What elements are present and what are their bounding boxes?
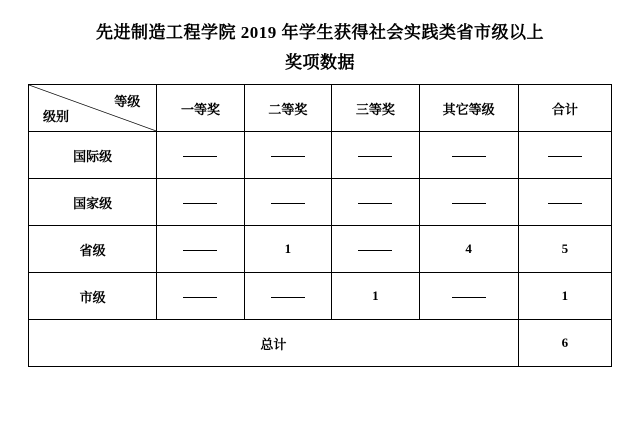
corner-top-label: 等级	[114, 94, 141, 109]
cell-international-other	[419, 132, 518, 179]
footer-label-grand-total: 总计	[29, 320, 519, 367]
em-dash-mark	[452, 156, 486, 157]
cell-international-second	[244, 132, 331, 179]
em-dash-mark	[452, 297, 486, 298]
em-dash-mark	[358, 250, 392, 251]
em-dash-mark	[183, 156, 217, 157]
awards-table	[28, 84, 612, 367]
row-label-provincial: 省级	[29, 226, 157, 273]
row-label-international: 国际级	[29, 132, 157, 179]
table-row	[29, 226, 612, 273]
cell-provincial-other: 4	[419, 226, 518, 273]
page-title-line-2: 奖项数据	[285, 53, 355, 72]
table-header-row	[29, 85, 612, 132]
page-title-line-1: 先进制造工程学院 2019 年学生获得社会实践类省市级以上	[96, 23, 544, 42]
cell-national-total	[518, 179, 611, 226]
table-row	[29, 179, 612, 226]
em-dash-mark	[271, 203, 305, 204]
em-dash-mark	[183, 297, 217, 298]
cell-municipal-third: 1	[332, 273, 419, 320]
cell-provincial-third	[332, 226, 419, 273]
cell-provincial-first	[157, 226, 244, 273]
em-dash-mark	[358, 156, 392, 157]
em-dash-mark	[358, 203, 392, 204]
row-label-national: 国家级	[29, 179, 157, 226]
column-header-third-prize: 三等奖	[332, 85, 419, 132]
cell-provincial-total: 5	[518, 226, 611, 273]
em-dash-mark	[452, 203, 486, 204]
cell-municipal-first	[157, 273, 244, 320]
cell-international-first	[157, 132, 244, 179]
em-dash-mark	[548, 203, 582, 204]
column-header-first-prize: 一等奖	[157, 85, 244, 132]
em-dash-mark	[183, 203, 217, 204]
em-dash-mark	[548, 156, 582, 157]
cell-international-total	[518, 132, 611, 179]
table-container	[0, 84, 640, 367]
cell-national-other	[419, 179, 518, 226]
cell-municipal-other	[419, 273, 518, 320]
column-header-second-prize: 二等奖	[244, 85, 331, 132]
cell-provincial-second: 1	[244, 226, 331, 273]
em-dash-mark	[271, 297, 305, 298]
corner-bottom-label: 级别	[43, 109, 70, 124]
table-row	[29, 132, 612, 179]
footer-value-grand-total: 6	[518, 320, 611, 367]
table-footer-row	[29, 320, 612, 367]
page-title	[0, 0, 640, 84]
cell-municipal-second	[244, 273, 331, 320]
table-corner-cell	[29, 85, 157, 132]
cell-international-third	[332, 132, 419, 179]
cell-national-first	[157, 179, 244, 226]
column-header-other-prize: 其它等级	[419, 85, 518, 132]
cell-municipal-total: 1	[518, 273, 611, 320]
cell-national-second	[244, 179, 331, 226]
em-dash-mark	[271, 156, 305, 157]
table-row	[29, 273, 612, 320]
row-label-municipal: 市级	[29, 273, 157, 320]
em-dash-mark	[183, 250, 217, 251]
cell-national-third	[332, 179, 419, 226]
column-header-total: 合计	[518, 85, 611, 132]
